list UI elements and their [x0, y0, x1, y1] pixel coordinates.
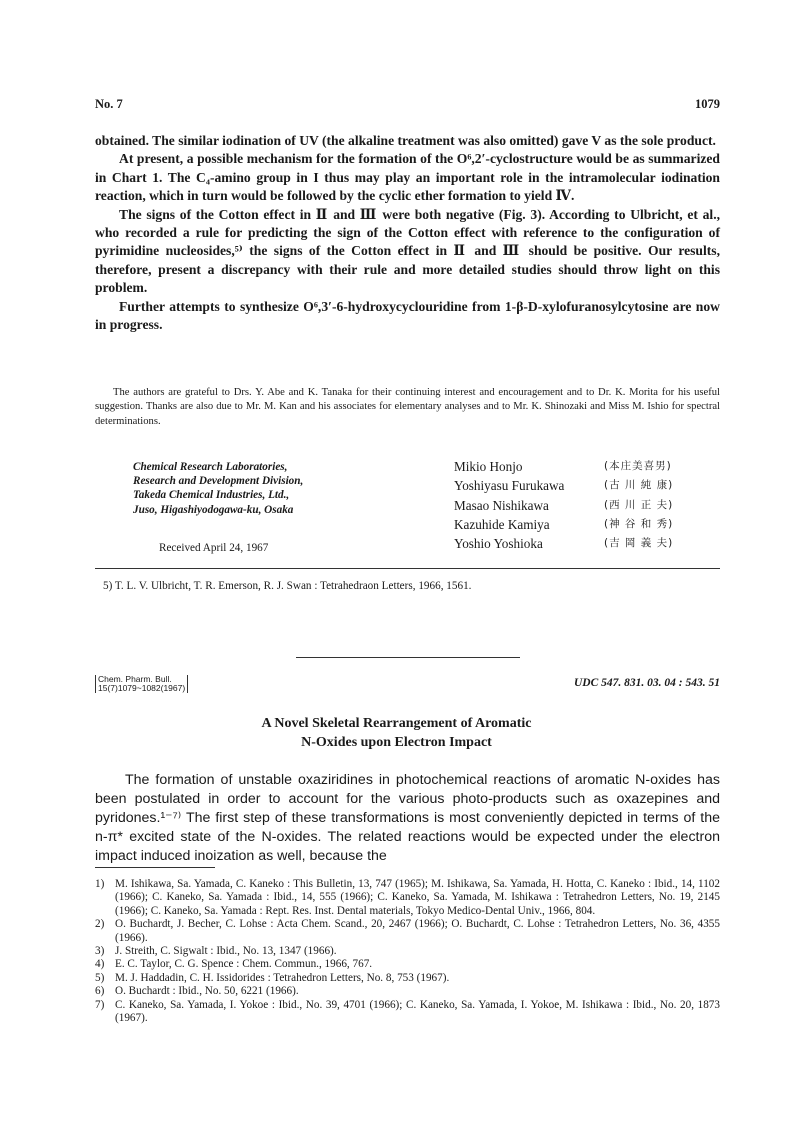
footnote: 4) E. C. Taylor, C. G. Spence : Chem. Commun., 1966, 767.	[95, 958, 373, 971]
page-number: 1079	[695, 97, 720, 111]
journal-name: Chem. Pharm. Bull.	[98, 674, 172, 684]
affiliation-line: Juso, Higashiyodogawa-ku, Osaka	[133, 503, 294, 516]
author-name: Yoshiyasu Furukawa	[454, 478, 565, 494]
paragraph: obtained. The similar iodination of UV (the alkaline treatment was also omitted) gave V as the sole product.	[95, 133, 716, 148]
affiliation-line: Chemical Research Laboratories,	[133, 461, 288, 473]
title-line: A Novel Skeletal Rearrangement of Aromatic	[261, 716, 532, 731]
author-kanji: (神 谷 和 秀)	[604, 517, 674, 530]
author-name: Kazuhide Kamiya	[454, 516, 550, 532]
journal-volume: 15(7)1079~1082(1967)	[98, 683, 186, 693]
journal-citation	[95, 675, 188, 693]
footnote: 6) O. Buchardt : Ibid., No. 50, 6221 (1966).	[95, 985, 299, 998]
author-row	[454, 496, 673, 515]
article-body: The formation of unstable oxaziridines in photochemical reactions of aromatic N-oxides has been postulated in order to account for the various photo-products such as oxazepines and pyridones.¹⁻⁷⁾ The first step of these transformations is most conveniently depicted in terms of the n-π* excited state of the N-oxides. The related reactions would be expected under the electron impact induced inoization as well, because the	[95, 772, 720, 864]
body-text	[95, 132, 720, 334]
author-list	[454, 457, 673, 553]
footnote: 1) M. Ishikawa, Sa. Yamada, C. Kaneko : This Bulletin, 13, 747 (1965); M. Ishikawa, Sa. Yamada, H. Hotta, C. Kaneko : Ibid., 14, 1102 (1966); C. Kaneko, Sa. Yamada : Ibid., 14, 555 (1966); C. Kaneko, Sa. Yamada, M. Ishikawa : Tetrahedron Letters, No. 19, 2145 (1966); C. Kaneko, Sa. Yamada : Rept. Res. Inst. Dental materials, Tokyo Medico-Dental Univ., 1966, 804.	[95, 878, 720, 917]
author-kanji: (吉 岡 義 夫)	[604, 537, 674, 550]
author-row	[454, 515, 673, 534]
author-row	[454, 457, 673, 476]
author-kanji: (本庄美喜男)	[604, 460, 672, 472]
received-date: Received April 24, 1967	[159, 542, 269, 554]
paragraph: At present, a possible mechanism for the formation of the O⁶,2′-cyclostructure would be as summarized in Chart 1. The C₄-amino group in I thus may play an important role in the intramolecular iodination reaction, which in turn would be followed by the cyclic ether formation to yield Ⅳ.	[95, 151, 720, 204]
affiliation-line: Research and Development Division,	[133, 475, 304, 488]
issue-number: No. 7	[95, 97, 123, 111]
previous-footnote: 5) T. L. V. Ulbricht, T. R. Emerson, R. J. Swan : Tetrahedraon Letters, 1966, 1561.	[103, 580, 472, 592]
paragraph: The signs of the Cotton effect in Ⅱ and Ⅲ were both negative (Fig. 3). According to Ulbricht, et al., who recorded a rule for predicting the sign of the Cotton effect with reference to the configuration of pyrimidine nucleosides,⁵⁾ the signs of the Cotton effect in Ⅱ and Ⅲ should be positive. Our results, therefore, present a discrepancy with their rule and more detailed studies should throw light on this problem.	[95, 206, 720, 296]
footnote: 5) M. J. Haddadin, C. H. Issidorides : Tetrahedron Letters, No. 8, 753 (1967).	[95, 971, 450, 984]
author-kanji: (古 川 純 康)	[604, 479, 674, 492]
udc-code: UDC 547. 831. 03. 04 : 543. 51	[574, 677, 720, 689]
footnotes	[95, 878, 720, 1025]
footnote: 7) C. Kaneko, Sa. Yamada, I. Yokoe : Ibid., No. 39, 4701 (1966); C. Kaneko, Sa. Yamada, I. Yokoe, M. Ishikawa : Ibid., No. 20, 1873 (1967).	[95, 998, 720, 1025]
author-row	[454, 476, 673, 495]
article-title	[0, 715, 793, 752]
footnote: 2) O. Buchardt, J. Becher, C. Lohse : Acta Chem. Scand., 20, 2467 (1966); O. Buchardt, C. Lohse : Tetrahedron Letters, No. 36, 4355 (1966).	[95, 918, 720, 944]
article-separator	[296, 657, 520, 658]
author-row	[454, 534, 673, 553]
footnote-divider	[95, 867, 215, 868]
author-name: Masao Nishikawa	[454, 497, 549, 513]
footnote-divider	[95, 568, 720, 569]
footnote: 3) J. Streith, C. Sigwalt : Ibid., No. 13, 1347 (1966).	[95, 945, 337, 958]
affiliation	[133, 460, 433, 517]
author-name: Yoshio Yoshioka	[454, 536, 543, 552]
affiliation-line: Takeda Chemical Industries, Ltd.,	[133, 489, 290, 502]
acknowledgement: The authors are grateful to Drs. Y. Abe and K. Tanaka for their continuing interest and encouragement and to Dr. K. Morita for his useful suggestion. Thanks are also due to Mr. M. Kan and his associates for elementary analyses and to Mr. K. Shinozaki and Miss M. Ishio for spectral determinations.	[95, 387, 720, 427]
paragraph: Further attempts to synthesize O⁶,3′-6-hydroxycyclouridine from 1-β-D-xylofuranosylcytosine are now in progress.	[95, 298, 720, 333]
author-kanji: (西 川 正 夫)	[604, 498, 674, 511]
author-name: Mikio Honjo	[454, 459, 523, 474]
title-line: N-Oxides upon Electron Impact	[301, 734, 492, 750]
